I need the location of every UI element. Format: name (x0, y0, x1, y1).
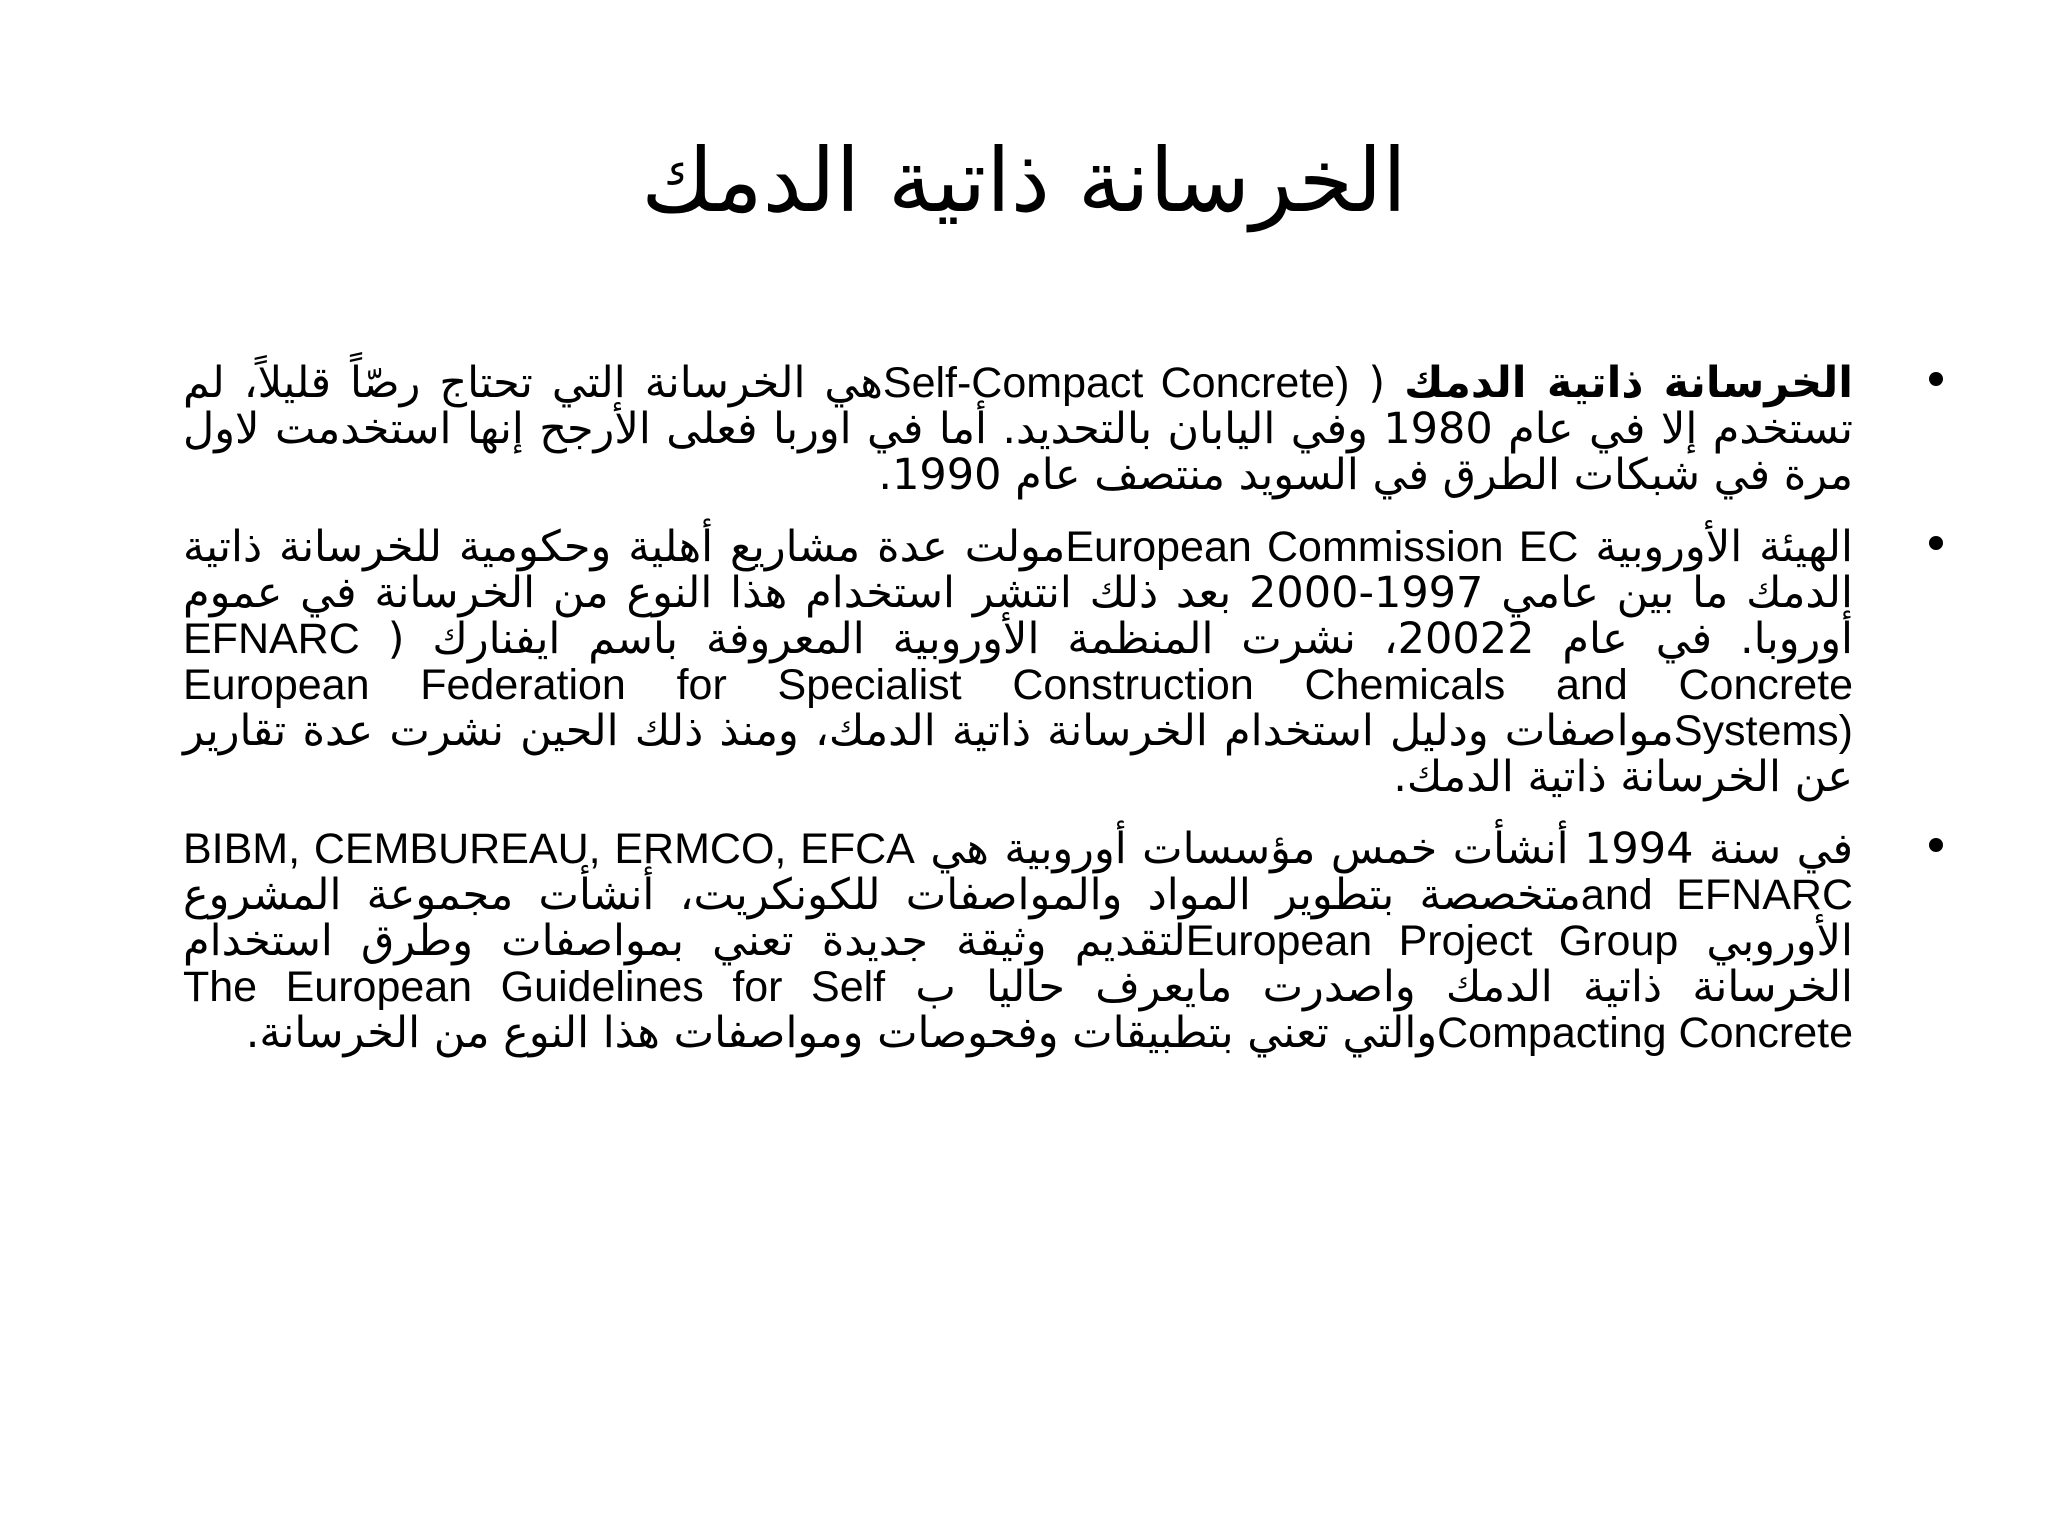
bullet-3-term3: The European Guidelines for Self Compacting Concrete (183, 963, 1853, 1057)
bullet-3-body3: والتي تعني بتطبيقات وفحوصات ومواصفات هذا النوع من الخرسانة. (245, 1008, 1438, 1058)
bullet-2-term: European Commission EC (1065, 523, 1579, 571)
bullet-3-lead: في سنة 1994 أنشأت خمس مؤسسات أوروبية هي (914, 824, 1854, 874)
bullet-item-1 (183, 360, 1943, 498)
bullet-1-term: Self-Compact Concrete) (882, 359, 1350, 407)
bullet-list (183, 360, 1943, 1082)
bullet-1-lead: الخرسانة ذاتية الدمك (1404, 358, 1853, 408)
bullet-2-lead: الهيئة الأوروبية (1578, 522, 1853, 572)
bullet-3-term: BIBM, CEMBUREAU, ERMCO, EFCA and EFNARC (183, 825, 1853, 919)
bullet-3-body: متخصصة بتطوير المواد والمواصفات للكونكريت، أنشأت مجموعة المشروع الأوروبي (183, 870, 1853, 966)
bullet-1-open-paren: ( (1349, 358, 1405, 408)
slide-title: الخرسانة ذاتية الدمك (641, 129, 1407, 232)
bullet-dot-icon (1929, 372, 1943, 386)
bullet-2-body: مولت عدة مشاريع أهلية وحكومية للخرسانة ذاتية الدمك ما بين عامي 1997-2000 بعد ذلك انتشر استخدام هذا النوع من الخرسانة في عموم أوروبا. في عام 20022، نشرت المنظمة الأوروبية المعروفة باسم ايفنارك ( (183, 522, 1853, 664)
bullet-3-term2: European Project Group (1185, 917, 1679, 965)
bullet-2-term2: EFNARC European Federation for Specialist Construction Chemicals and Concrete Systems) (183, 615, 1853, 755)
bullet-1-body: هي الخرسانة التي تحتاج رصّاً قليلاً، لم تستخدم إلا في عام 1980 وفي اليابان بالتحديد. أما في اوربا فعلى الأرجح إنها استخدمت لاول مرة في شبكات الطرق في السويد منتصف عام 1990. (183, 358, 1854, 500)
bullet-dot-icon (1929, 838, 1943, 852)
bullet-item-2 (183, 524, 1943, 800)
bullet-item-3 (183, 826, 1943, 1056)
bullet-2-body2: مواصفات ودليل استخدام الخرسانة ذاتية الدمك، ومنذ ذلك الحين نشرت عدة تقارير عن الخرسانة ذاتية الدمك. (183, 706, 1853, 802)
bullet-dot-icon (1929, 536, 1943, 550)
bullet-3-body2: لتقديم وثيقة جديدة تعني بمواصفات وطرق استخدام الخرسانة ذاتية الدمك واصدرت مايعرف حاليا ب (183, 916, 1854, 1012)
